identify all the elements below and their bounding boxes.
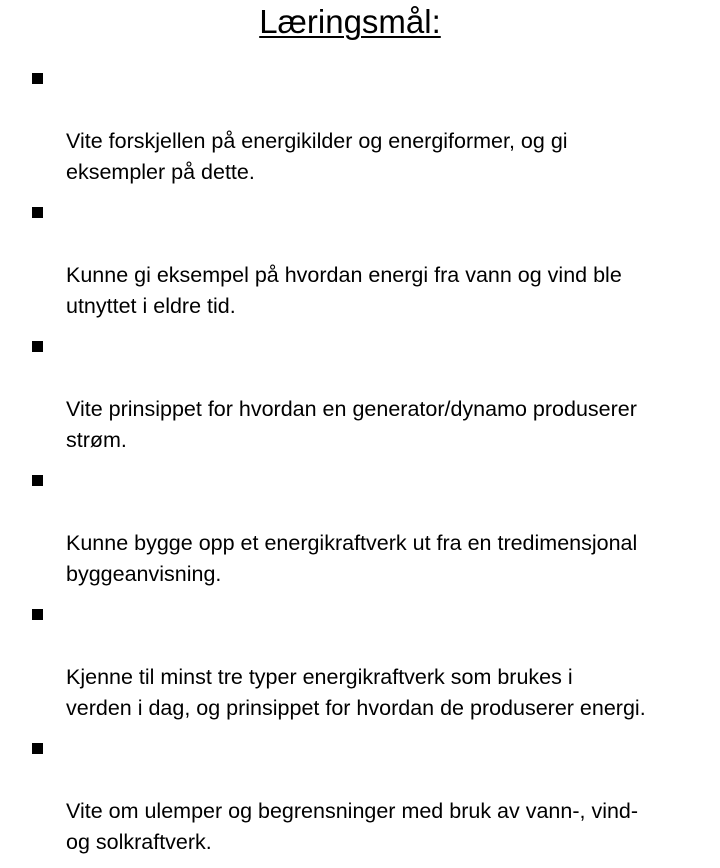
bullet-item xyxy=(32,64,718,188)
bullet-text: Kjenne til minst tre typer energikraftverk som brukes i verden i dag, og prinsippet for hvordan de produserer energi. xyxy=(66,665,646,720)
square-bullet-icon xyxy=(32,609,43,620)
bullet-text: Vite om ulemper og begrensninger med bruk av vann-, vind- og solkraftverk. xyxy=(66,799,639,854)
bullet-item xyxy=(32,466,718,590)
bullet-item xyxy=(32,600,718,724)
square-bullet-icon xyxy=(32,475,43,486)
square-bullet-icon xyxy=(32,743,43,754)
bullet-text: Kunne bygge opp et energikraftverk ut fra en tredimensjonal byggeanvisning. xyxy=(66,531,638,586)
bullet-item xyxy=(32,198,718,322)
bullet-text: Vite prinsippet for hvordan en generator/dynamo produserer strøm. xyxy=(66,397,637,452)
square-bullet-icon xyxy=(32,73,43,84)
bullet-item xyxy=(32,332,718,456)
bullet-text: Vite forskjellen på energikilder og energiformer, og gi eksempler på dette. xyxy=(66,129,568,184)
square-bullet-icon xyxy=(32,341,43,352)
bullet-item xyxy=(32,734,718,858)
bullet-list xyxy=(32,64,718,868)
bullet-text: Kunne gi eksempel på hvordan energi fra vann og vind ble utnyttet i eldre tid. xyxy=(66,263,622,318)
square-bullet-icon xyxy=(32,207,43,218)
slide-title: Læringsmål: xyxy=(259,3,441,40)
